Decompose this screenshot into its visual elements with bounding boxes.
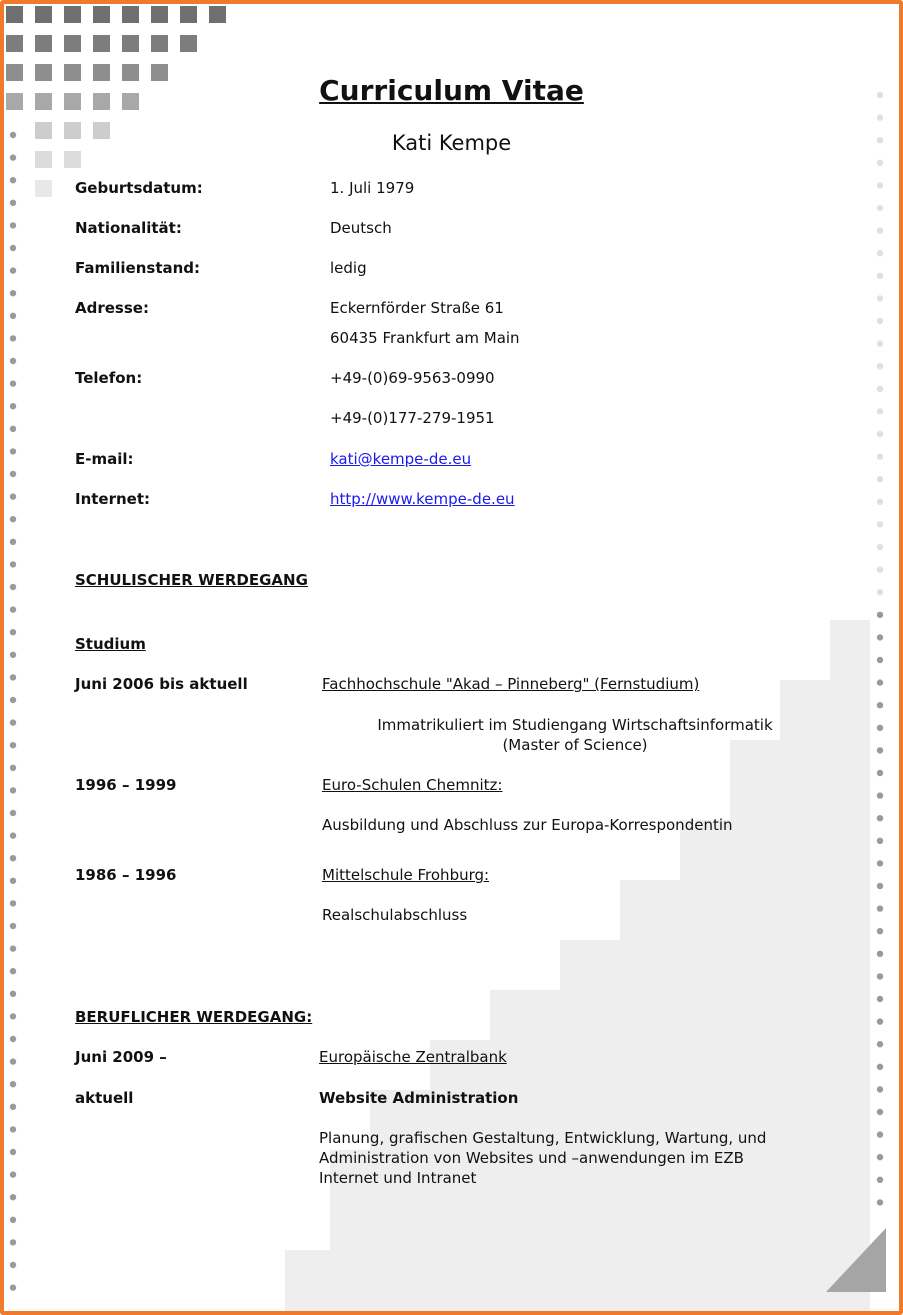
dot-decoration: [10, 674, 16, 680]
dot-decoration: [10, 878, 16, 884]
label-email: E-mail:: [75, 450, 134, 468]
email-link[interactable]: kati@kempe-de.eu: [330, 450, 472, 468]
dot-decoration: [877, 476, 883, 482]
dot-decoration: [877, 1177, 883, 1183]
school-institution: Fachhochschule "Akad – Pinneberg" (Fernstudium): [322, 675, 700, 693]
section-heading-school: SCHULISCHER WERDEGANG: [75, 571, 308, 589]
dot-decoration: [10, 222, 16, 228]
square-decoration: [64, 6, 81, 23]
section-heading-work: BERUFLICHER WERDEGANG:: [75, 1008, 313, 1026]
dot-decoration: [10, 810, 16, 816]
dot-decoration: [877, 1041, 883, 1047]
school-detail: Ausbildung und Abschluss zur Europa-Korrespondentin: [322, 816, 733, 834]
work-role: Website Administration: [319, 1089, 519, 1107]
dot-decoration: [877, 408, 883, 414]
square-decoration: [6, 35, 23, 52]
dot-decoration: [10, 358, 16, 364]
dot-decoration: [10, 245, 16, 251]
dot-decoration: [877, 499, 883, 505]
dot-decoration: [10, 900, 16, 906]
square-decoration: [122, 35, 139, 52]
school-detail: (Master of Science): [502, 736, 648, 754]
dot-decoration: [10, 1081, 16, 1087]
dot-decoration: [877, 657, 883, 663]
dot-decoration: [877, 521, 883, 527]
square-decoration: [180, 35, 197, 52]
value-address-street: Eckernförder Straße 61: [330, 299, 504, 317]
dot-decoration: [877, 1018, 883, 1024]
dot-decoration: [10, 629, 16, 635]
dot-decoration: [877, 770, 883, 776]
dot-decoration: [877, 295, 883, 301]
work-detail: Planung, grafischen Gestaltung, Entwicklung, Wartung, und: [319, 1129, 767, 1147]
dot-decoration: [10, 1171, 16, 1177]
value-marital-status: ledig: [330, 259, 367, 277]
label-birthdate: Geburtsdatum:: [75, 179, 203, 197]
dot-decoration: [877, 973, 883, 979]
dot-decoration: [10, 403, 16, 409]
person-name: Kati Kempe: [391, 131, 512, 155]
school-institution: Euro-Schulen Chemnitz:: [322, 776, 503, 794]
dot-decoration: [10, 200, 16, 206]
label-address: Adresse:: [75, 299, 149, 317]
dot-decoration: [877, 951, 883, 957]
dot-decoration: [877, 860, 883, 866]
dot-decoration: [10, 313, 16, 319]
dot-decoration: [877, 1109, 883, 1115]
dot-decoration: [10, 832, 16, 838]
dot-decoration: [10, 787, 16, 793]
dot-decoration: [877, 883, 883, 889]
dot-decoration: [10, 1194, 16, 1200]
dot-decoration: [10, 945, 16, 951]
square-decoration: [35, 180, 52, 197]
dot-decoration: [10, 968, 16, 974]
dot-decoration: [10, 493, 16, 499]
value-phone-1: +49-(0)69-9563-0990: [330, 369, 495, 387]
dot-decoration: [877, 1131, 883, 1137]
dot-decoration: [10, 1149, 16, 1155]
dot-decoration: [877, 838, 883, 844]
square-decoration: [151, 35, 168, 52]
label-website: Internet:: [75, 490, 151, 508]
dot-decoration: [877, 205, 883, 211]
dot-decoration: [10, 539, 16, 545]
dot-decoration: [10, 923, 16, 929]
dot-decoration: [10, 719, 16, 725]
value-nationality: Deutsch: [330, 219, 392, 237]
dot-decoration: [10, 697, 16, 703]
dot-decoration: [877, 1064, 883, 1070]
dot-decoration: [10, 742, 16, 748]
dot-decoration: [877, 453, 883, 459]
square-decoration: [35, 6, 52, 23]
dot-decoration: [10, 1262, 16, 1268]
dot-decoration: [877, 905, 883, 911]
school-period: 1996 – 1999: [75, 776, 177, 794]
work-period-end: aktuell: [75, 1089, 134, 1107]
dot-decoration: [877, 114, 883, 120]
dot-decoration: [10, 290, 16, 296]
dot-decoration: [877, 318, 883, 324]
dot-decoration: [877, 589, 883, 595]
school-period: 1986 – 1996: [75, 866, 177, 884]
label-marital-status: Familienstand:: [75, 259, 201, 277]
square-decoration: [64, 35, 81, 52]
dot-decoration: [10, 516, 16, 522]
school-detail: Immatrikuliert im Studiengang Wirtschaftsinformatik: [377, 716, 773, 734]
dot-decoration: [877, 1199, 883, 1205]
dot-decoration: [877, 182, 883, 188]
square-decoration: [93, 35, 110, 52]
dot-decoration: [877, 815, 883, 821]
square-decoration: [122, 6, 139, 23]
value-phone-2: +49-(0)177-279-1951: [330, 409, 495, 427]
dot-decoration: [10, 335, 16, 341]
subheading-studium: Studium: [75, 635, 146, 653]
page-title: Curriculum Vitae: [319, 74, 584, 107]
dot-decoration: [877, 363, 883, 369]
square-decoration: [151, 6, 168, 23]
dot-decoration: [10, 1217, 16, 1223]
label-nationality: Nationalität:: [75, 219, 182, 237]
dot-decoration: [10, 584, 16, 590]
dot-decoration: [10, 855, 16, 861]
dot-decoration: [877, 544, 883, 550]
dot-decoration: [10, 561, 16, 567]
value-address-city: 60435 Frankfurt am Main: [330, 329, 520, 347]
dot-decoration: [10, 154, 16, 160]
dot-decoration: [877, 250, 883, 256]
school-institution: Mittelschule Frohburg:: [322, 866, 490, 884]
dot-decoration: [10, 426, 16, 432]
value-birthdate: 1. Juli 1979: [330, 179, 415, 197]
school-detail: Realschulabschluss: [322, 906, 468, 924]
dot-decoration: [877, 227, 883, 233]
square-decoration: [180, 6, 197, 23]
dot-decoration: [10, 606, 16, 612]
dot-decoration: [877, 566, 883, 572]
work-detail: Administration von Websites und –anwendungen im EZB: [319, 1149, 744, 1167]
square-decoration: [209, 6, 226, 23]
dot-decoration: [877, 273, 883, 279]
dot-decoration: [877, 747, 883, 753]
dot-decoration: [877, 928, 883, 934]
school-period: Juni 2006 bis aktuell: [75, 675, 248, 693]
square-decoration: [35, 35, 52, 52]
dot-decoration: [10, 1104, 16, 1110]
work-period-start: Juni 2009 –: [75, 1048, 167, 1066]
dot-decoration: [877, 996, 883, 1002]
dot-decoration: [10, 1013, 16, 1019]
dot-decoration: [10, 652, 16, 658]
dot-decoration: [10, 380, 16, 386]
label-phone: Telefon:: [75, 369, 143, 387]
dot-decoration: [877, 1154, 883, 1160]
dot-decoration: [10, 177, 16, 183]
dot-decoration: [10, 267, 16, 273]
dot-decoration: [877, 612, 883, 618]
dot-decoration: [10, 765, 16, 771]
dot-decoration: [10, 448, 16, 454]
dot-decoration: [877, 1086, 883, 1092]
square-decoration: [6, 6, 23, 23]
square-decoration: [93, 6, 110, 23]
dot-decoration: [877, 702, 883, 708]
dot-decoration: [10, 991, 16, 997]
dot-decoration: [10, 1036, 16, 1042]
dot-decoration: [877, 386, 883, 392]
dot-decoration: [877, 160, 883, 166]
dot-decoration: [10, 471, 16, 477]
work-employer: Europäische Zentralbank: [319, 1048, 507, 1066]
work-detail: Internet und Intranet: [319, 1169, 477, 1187]
dot-decoration: [877, 340, 883, 346]
dot-decoration: [877, 431, 883, 437]
dot-decoration: [10, 1126, 16, 1132]
dot-decoration: [877, 792, 883, 798]
dot-decoration: [877, 634, 883, 640]
dot-decoration: [877, 725, 883, 731]
website-link[interactable]: http://www.kempe-de.eu: [330, 490, 515, 508]
dot-decoration: [10, 1284, 16, 1290]
dot-decoration: [10, 1239, 16, 1245]
dot-decoration: [877, 679, 883, 685]
dot-decoration: [10, 1058, 16, 1064]
